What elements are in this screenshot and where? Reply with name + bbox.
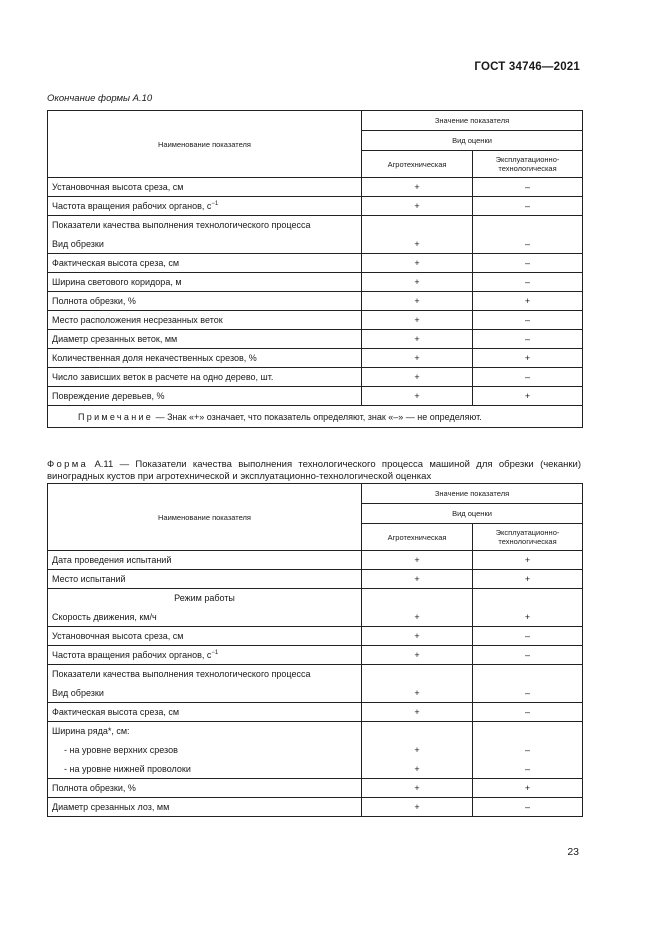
row-expl: – — [473, 741, 583, 760]
table-row — [48, 330, 583, 349]
row-name: Место испытаний — [48, 570, 362, 589]
table-row — [48, 292, 583, 311]
row-name: Установочная высота среза, см — [48, 627, 362, 646]
row-expl: – — [473, 254, 583, 273]
table-note — [48, 406, 583, 428]
row-expl: – — [473, 273, 583, 292]
row-expl: – — [473, 627, 583, 646]
row-name: Установочная высота среза, см — [48, 178, 362, 197]
row-name: Дата проведения испытаний — [48, 551, 362, 570]
row-agro — [362, 722, 473, 741]
table-row — [48, 178, 583, 197]
row-expl — [473, 722, 583, 741]
row-agro: + — [362, 197, 473, 216]
table-row — [48, 760, 583, 779]
row-agro: + — [362, 235, 473, 254]
col-header-expl-line1: Эксплуатационно- — [495, 528, 560, 537]
table-row — [48, 684, 583, 703]
table-row — [48, 741, 583, 760]
row-agro: + — [362, 178, 473, 197]
form-a10-table — [47, 110, 583, 428]
table-row — [48, 235, 583, 254]
document-id: ГОСТ 34746—2021 — [474, 61, 580, 73]
row-expl: + — [473, 608, 583, 627]
table-row — [48, 216, 583, 235]
row-name: Число зависших веток в расчете на одно дерево, шт. — [48, 368, 362, 387]
table-header-row — [48, 484, 583, 504]
row-agro: + — [362, 551, 473, 570]
row-name: Ширина светового коридора, м — [48, 273, 362, 292]
row-agro: + — [362, 608, 473, 627]
row-agro: + — [362, 741, 473, 760]
row-expl: – — [473, 684, 583, 703]
row-agro: + — [362, 273, 473, 292]
col-header-expl-line2: технологическая — [498, 537, 557, 546]
row-expl: + — [473, 387, 583, 406]
row-agro: + — [362, 760, 473, 779]
row-agro: + — [362, 779, 473, 798]
row-name: Диаметр срезанных веток, мм — [48, 330, 362, 349]
row-expl: – — [473, 235, 583, 254]
row-name-sup: −1 — [211, 201, 219, 207]
col-header-agro: Агротехническая — [362, 524, 473, 551]
form-a10-caption: Окончание формы А.10 — [47, 93, 153, 104]
table-row — [48, 798, 583, 817]
form-a11-caption-text: А.11 — Показатели качества выполнения технологического процесса машиной для обрезки (чеканки) виноградных кустов при агротехнической и эксплуатационно-технологической оценках — [47, 459, 581, 482]
table-row — [48, 387, 583, 406]
row-name-text: Частота вращения рабочих органов, с — [52, 650, 212, 660]
row-section-heading: Показатели качества выполнения технологического процесса — [48, 665, 362, 684]
col-header-assessment: Вид оценки — [362, 504, 583, 524]
form-a11-caption-label: Форма — [47, 459, 89, 470]
row-name: Полнота обрезки, % — [48, 779, 362, 798]
col-header-expl — [473, 524, 583, 551]
row-agro: + — [362, 798, 473, 817]
row-name: Скорость движения, км/ч — [48, 608, 362, 627]
row-section-heading: Показатели качества выполнения технологического процесса — [48, 216, 362, 235]
col-header-name: Наименование показателя — [48, 484, 362, 551]
table-row — [48, 608, 583, 627]
row-expl: – — [473, 703, 583, 722]
row-name: Полнота обрезки, % — [48, 292, 362, 311]
table-row — [48, 197, 583, 216]
col-header-expl-line1: Эксплуатационно- — [495, 155, 560, 164]
table-row — [48, 665, 583, 684]
form-a11-table — [47, 483, 583, 817]
row-agro — [362, 589, 473, 608]
row-name: Вид обрезки — [48, 235, 362, 254]
row-agro: + — [362, 254, 473, 273]
row-name — [48, 197, 362, 216]
row-expl — [473, 589, 583, 608]
row-agro: + — [362, 684, 473, 703]
col-header-value: Значение показателя — [362, 484, 583, 504]
row-name-sup: −1 — [211, 650, 219, 656]
row-expl: + — [473, 570, 583, 589]
col-header-expl-line2: технологическая — [498, 164, 557, 173]
row-name: - на уровне нижней проволоки — [48, 760, 362, 779]
row-name — [48, 646, 362, 665]
table-row — [48, 570, 583, 589]
row-agro: + — [362, 570, 473, 589]
row-agro: + — [362, 703, 473, 722]
row-section-heading: Ширина ряда*, см: — [48, 722, 362, 741]
row-name: - на уровне верхних срезов — [48, 741, 362, 760]
form-a11-caption — [47, 459, 581, 483]
row-name: Повреждение деревьев, % — [48, 387, 362, 406]
row-name: Фактическая высота среза, см — [48, 703, 362, 722]
col-header-agro: Агротехническая — [362, 151, 473, 178]
row-agro: + — [362, 368, 473, 387]
row-name: Место расположения несрезанных веток — [48, 311, 362, 330]
note-label: Примечание — [78, 411, 154, 422]
col-header-assessment: Вид оценки — [362, 131, 583, 151]
col-header-name: Наименование показателя — [48, 111, 362, 178]
row-name: Диаметр срезанных лоз, мм — [48, 798, 362, 817]
table-row — [48, 779, 583, 798]
table-row — [48, 254, 583, 273]
row-expl: + — [473, 349, 583, 368]
table-row — [48, 551, 583, 570]
row-name: Фактическая высота среза, см — [48, 254, 362, 273]
row-expl: – — [473, 311, 583, 330]
page-number: 23 — [567, 846, 579, 858]
table-row — [48, 349, 583, 368]
table-header-row — [48, 111, 583, 131]
row-expl: + — [473, 292, 583, 311]
col-header-value: Значение показателя — [362, 111, 583, 131]
table-row — [48, 627, 583, 646]
row-agro — [362, 665, 473, 684]
row-expl: – — [473, 197, 583, 216]
row-agro: + — [362, 387, 473, 406]
row-agro: + — [362, 330, 473, 349]
table-row — [48, 646, 583, 665]
row-expl: – — [473, 178, 583, 197]
table-row — [48, 589, 583, 608]
row-agro: + — [362, 646, 473, 665]
row-agro — [362, 216, 473, 235]
row-section-heading: Режим работы — [48, 589, 362, 608]
row-expl: – — [473, 368, 583, 387]
row-expl: – — [473, 330, 583, 349]
row-name: Количественная доля некачественных срезов, % — [48, 349, 362, 368]
row-expl: + — [473, 779, 583, 798]
row-expl: – — [473, 798, 583, 817]
row-agro: + — [362, 311, 473, 330]
note-text: — Знак «+» означает, что показатель определяют, знак «–» — не определяют. — [153, 411, 482, 422]
row-agro: + — [362, 627, 473, 646]
row-agro: + — [362, 349, 473, 368]
row-expl: – — [473, 760, 583, 779]
row-agro: + — [362, 292, 473, 311]
row-name-text: Частота вращения рабочих органов, с — [52, 201, 212, 211]
row-expl: + — [473, 551, 583, 570]
row-expl — [473, 665, 583, 684]
table-note-row — [48, 406, 583, 428]
table-row — [48, 368, 583, 387]
row-name: Вид обрезки — [48, 684, 362, 703]
col-header-expl — [473, 151, 583, 178]
table-row — [48, 311, 583, 330]
table-row — [48, 703, 583, 722]
table-row — [48, 722, 583, 741]
table-row — [48, 273, 583, 292]
row-expl — [473, 216, 583, 235]
row-expl: – — [473, 646, 583, 665]
